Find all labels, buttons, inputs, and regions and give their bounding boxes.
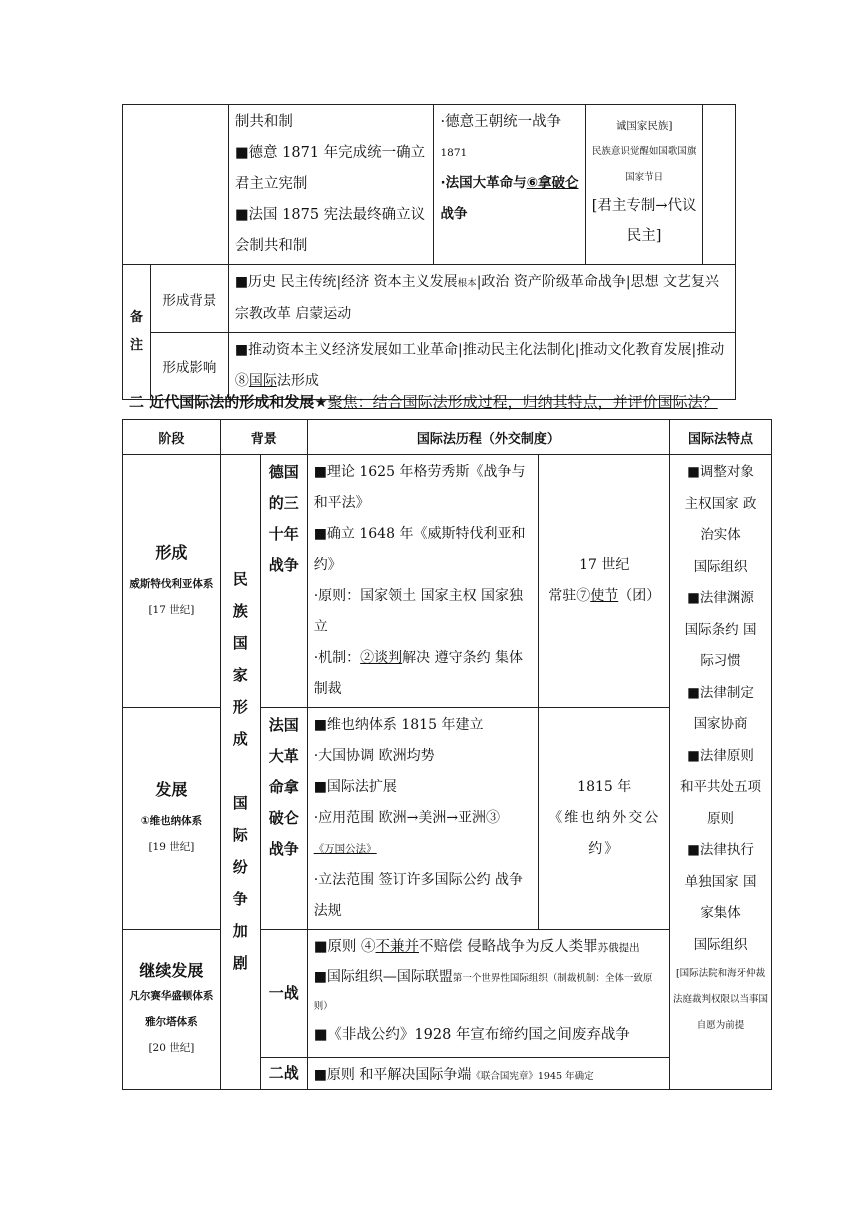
stage1-history (307, 455, 539, 708)
t1-col4-line: 诚国家民族] (615, 120, 673, 132)
event-ww1: 一战 (260, 930, 307, 1058)
section-focus: 聚焦：结合国际法形成过程，归纳其特点，并评价国际法？ (327, 393, 718, 411)
stage-century: [17 世纪] (148, 603, 195, 616)
bg-char: 国 (232, 794, 248, 812)
diplomacy-text (539, 581, 669, 612)
header-history: 国际法历程（外交制度） (307, 420, 669, 455)
bg-char: 纷 (232, 858, 248, 876)
stage-title: 继续发展 (139, 961, 204, 980)
stage3-ww2 (307, 1058, 669, 1090)
history-line (314, 964, 663, 1020)
diplomacy-year: 17 世纪 (579, 557, 630, 573)
t1-col2-line: ■德意 1871 年完成统一确立君主立宪制 (234, 145, 426, 192)
history-line: ■《非战公约》1928 年宣布缔约国之间废弃战争 (313, 1027, 630, 1043)
history-text: 不赔偿 侵略战争为反人类罪 (419, 939, 598, 955)
feature-line: 主权国家 政 (684, 495, 757, 512)
inf-text: ■推动资本主义经济发展如工业革命|推动民主化法制化|推动文化教育发展|推动⑧ (234, 342, 725, 389)
history-line: ■国际法扩展 (313, 779, 397, 795)
history-line: ·立法范围 签订许多国际公约 战争法规 (313, 872, 524, 919)
stage-development (123, 708, 221, 930)
event-napoleonic-war (260, 708, 307, 930)
stage1-diplomacy (539, 455, 670, 708)
t1-col3-text: 战争 (440, 206, 468, 222)
section-heading (129, 391, 718, 412)
table-international-law (122, 419, 772, 1090)
history-text: ·机制： (313, 650, 361, 666)
stage-continued (123, 930, 221, 1090)
bg-char: 剧 (232, 954, 248, 972)
history-line: ■理论 1625 年格劳秀斯《战争与和平法》 (313, 464, 526, 511)
stage-title: 形成 (155, 542, 188, 562)
bg-char: 家 (232, 666, 248, 684)
diplomacy-underline: 使节 (590, 588, 619, 604)
history-line: ■维也纳体系 1815 年建立 (313, 717, 484, 733)
background-text (228, 265, 735, 333)
feature-line: 原则 (707, 810, 735, 827)
remark-label (123, 265, 151, 400)
history-small: 《联合国宪章》1945 年确定 (471, 1070, 594, 1082)
history-text: ■原则 ④ (313, 939, 376, 955)
t1-col3 (434, 105, 586, 265)
remark-char: 注 (129, 338, 143, 353)
header-features: 国际法特点 (670, 420, 772, 455)
history-text: 解决 遵守条约 集体制裁 (313, 650, 524, 697)
feature-line: 和平共处五项 (680, 779, 762, 795)
background-vertical (220, 455, 260, 1090)
bg-char: 加 (232, 922, 248, 940)
influence-text (228, 333, 735, 400)
stage-century: [19 世纪] (148, 841, 195, 853)
feature-line: 国家协商 (693, 716, 748, 732)
history-small: 苏俄提出 (597, 942, 640, 954)
event-char: 法国 (268, 716, 299, 734)
remark-char: 备 (129, 310, 143, 325)
history-line (314, 643, 533, 705)
feature-line: 国际组织 (693, 936, 748, 953)
feature-line: 单独国家 国 (684, 873, 757, 890)
features-column (670, 455, 772, 1090)
t1-col3-text: ·法国大革命与 (440, 175, 527, 191)
diplomacy-text: 《维也纳外交公约》 (548, 810, 661, 857)
history-line (314, 932, 663, 964)
stage-system: 雅尔塔体系 (145, 1016, 198, 1028)
feature-note: [国际法院和海牙仲裁法庭裁判权限以当事国自愿为前提 (673, 968, 769, 1031)
bg-char: 民 (232, 570, 248, 588)
event-char: 命拿 (268, 778, 299, 796)
feature-line: 国际条约 国 (684, 621, 757, 638)
influence-label: 形成影响 (150, 333, 228, 400)
event-char: 大革 (268, 747, 299, 765)
history-line: ■确立 1648 年《威斯特伐利亚和约》 (313, 526, 526, 573)
event-char: 德国 (268, 463, 299, 481)
bg-char: 国 (232, 634, 248, 652)
event-char: 十年 (268, 525, 299, 543)
feature-line: ■调整对象 (687, 464, 754, 480)
history-line: ·原则：国家领土 国家主权 国家独立 (313, 588, 524, 635)
t1-col4-line: [君主专制→代议民主] (591, 198, 697, 244)
event-char: 战争 (268, 840, 299, 858)
history-underline: 不兼并 (375, 939, 419, 955)
t1-col3-line: ·德意王朝统一战争 (440, 114, 562, 130)
table-political-system (122, 104, 736, 400)
stage-century: [20 世纪] (148, 1042, 195, 1054)
stage2-history (307, 708, 539, 930)
empty-cell (123, 105, 229, 265)
event-char: 破仑 (268, 809, 299, 827)
event-char: 战争 (268, 556, 299, 574)
t1-col2-line: ■法国 1875 宪法最终确立议会制共和制 (234, 207, 426, 254)
history-underline: ②谈判 (360, 650, 403, 666)
bg-gap (221, 755, 260, 787)
bg-char: 争 (232, 890, 248, 908)
t1-col3-line: 1871 (440, 147, 468, 159)
stage-system: ①维也纳体系 (140, 815, 203, 827)
feature-line: ■法律制定 (687, 684, 754, 701)
event-ww2: 二战 (260, 1058, 307, 1090)
event-thirty-years-war (260, 455, 307, 708)
feature-line: ■法律执行 (687, 842, 754, 858)
feature-line: 治实体 (700, 527, 741, 543)
history-text: ■国际组织—国际联盟 (313, 969, 453, 985)
stage-system: 凡尔赛华盛顿体系 (129, 990, 214, 1002)
history-line: ·大国协调 欧洲均势 (313, 748, 435, 764)
bg-char: 成 (232, 730, 248, 748)
history-line: ·应用范围 欧洲→美洲→亚洲③ (313, 810, 501, 826)
diplomacy-part: （团） (618, 588, 661, 604)
t1-col2 (228, 105, 434, 265)
feature-line: ■法律原则 (687, 747, 754, 764)
stage2-diplomacy (539, 708, 670, 930)
diplomacy-year: 1815 年 (577, 779, 632, 795)
t1-col3-line (440, 168, 579, 230)
stage-title: 发展 (155, 780, 188, 799)
stage3-ww1 (307, 930, 669, 1058)
bg-text: ■历史 民主传统|经济 资本主义发展 (234, 274, 458, 290)
bg-char: 形 (232, 698, 248, 716)
diplomacy-part: 常驻⑦ (548, 588, 591, 604)
feature-line: 家集体 (700, 905, 741, 921)
t1-col4-line: 民族意识觉醒如国歌国旗 (591, 146, 697, 157)
event-char: 的三 (268, 494, 299, 512)
history-book: 《万国公法》 (313, 843, 377, 855)
history-small: 第一个世界性国际组织（制裁机制：全体一致原则） (313, 973, 653, 1012)
t1-col3-underline: ⑥拿破仑 (526, 175, 579, 191)
header-stage: 阶段 (123, 420, 221, 455)
header-background: 背景 (220, 420, 307, 455)
feature-line: 国际组织 (693, 558, 748, 575)
bg-text: |政治 资产阶级革命战争|思想 文艺复兴宗教改革 启蒙运动 (234, 274, 720, 322)
feature-line: ■法律渊源 (687, 590, 754, 606)
background-label: 形成背景 (150, 265, 228, 333)
feature-line: 际习惯 (700, 653, 741, 669)
bg-char: 际 (232, 826, 248, 844)
t1-col4-line: 国家节日 (625, 172, 664, 183)
stage-formation (123, 455, 221, 708)
history-text: ■原则 和平解决国际争端 (313, 1066, 472, 1083)
t1-col2-line: 制共和制 (234, 114, 293, 130)
bg-small-text: 根本 (457, 278, 477, 289)
section-title: 二 近代国际法的形成和发展★ (129, 393, 328, 411)
bg-char: 族 (232, 602, 248, 620)
inf-underline: 国际 (248, 373, 277, 389)
empty-cell (703, 105, 736, 265)
inf-text: 法形成 (276, 373, 319, 389)
t1-col4 (586, 105, 703, 265)
stage-system: 威斯特伐利亚体系 (129, 577, 214, 590)
